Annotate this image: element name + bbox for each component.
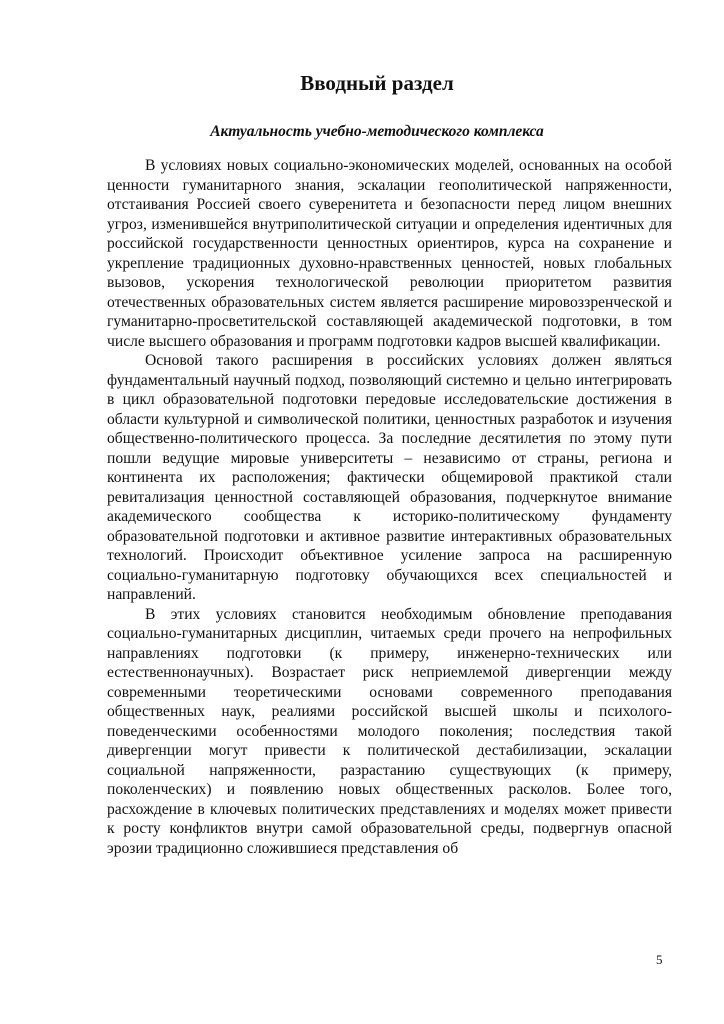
paragraph-2: Основой такого расширения в российских условиях должен являться фундаментальный научный подход, позволяющий системно и цельно интегрировать в цикл образовательной подготовки передовые исследовательские достижения в области культурной и символической политики, ценностных разработок и изучения общественно-политического процесса. За последние десятилетия по этому пути пошли ведущие мировые университеты – независимо от страны, региона и континента их расположения; фактически общемировой практикой стали ревитализация ценностной составляющей образования, подчеркнутое внимание академического сообщества к историко-политическому фундаменту образовательной подготовки и активное развитие интерактивных образовательных технологий. Происходит объективное усиление запроса на расширенную социально-гуманитарную подготовку обучающихся всех специальностей и направлений. [107, 352, 672, 603]
section-subtitle: Актуальность учебно-методического комплекса [210, 123, 544, 140]
section-title: Вводный раздел [300, 71, 454, 95]
paragraph-1: В условиях новых социально-экономических моделей, основанных на особой ценности гуманитарного знания, эскалации геополитической напряженности, отстаивания Россией своего суверенитета и безопасности перед лицом внешних угроз, изменившейся внутриполитической ситуации и определения идентичных для российской государственности ценностных ориентиров, курса на сохранение и укрепление традиционных духовно-нравственных ценностей, новых глобальных вызовов, ускорения технологической революции приоритетом развития отечественных образовательных систем является расширение мировоззренческой и гуманитарно-просветительской составляющей академической подготовки, в том числе высшего образования и программ подготовки кадров высшей квалификации. [107, 157, 672, 350]
body-text [107, 156, 672, 858]
paragraph-3: В этих условиях становится необходимым обновление преподавания социально-гуманитарных дисциплин, читаемых среди прочего на непрофильных направлениях подготовки (к примеру, инженерно-технических или естественнонаучных). Возрастает риск неприемлемой дивергенции между современными теоретическими основами современного преподавания общественных наук, реалиями российской высшей школы и психолого-поведенческими особенностями молодого поколения; последствия такой дивергенции могут привести к политической дестабилизации, эскалации социальной напряженности, разрастанию существующих (к примеру, поколенческих) и появлению новых общественных расколов. Более того, расхождение в ключевых политических представлениях и моделях может привести к росту конфликтов внутри самой образовательной среды, подвергнув опасной эрозии традиционно сложившиеся представления об [107, 605, 672, 857]
page-number: 5 [656, 952, 663, 967]
